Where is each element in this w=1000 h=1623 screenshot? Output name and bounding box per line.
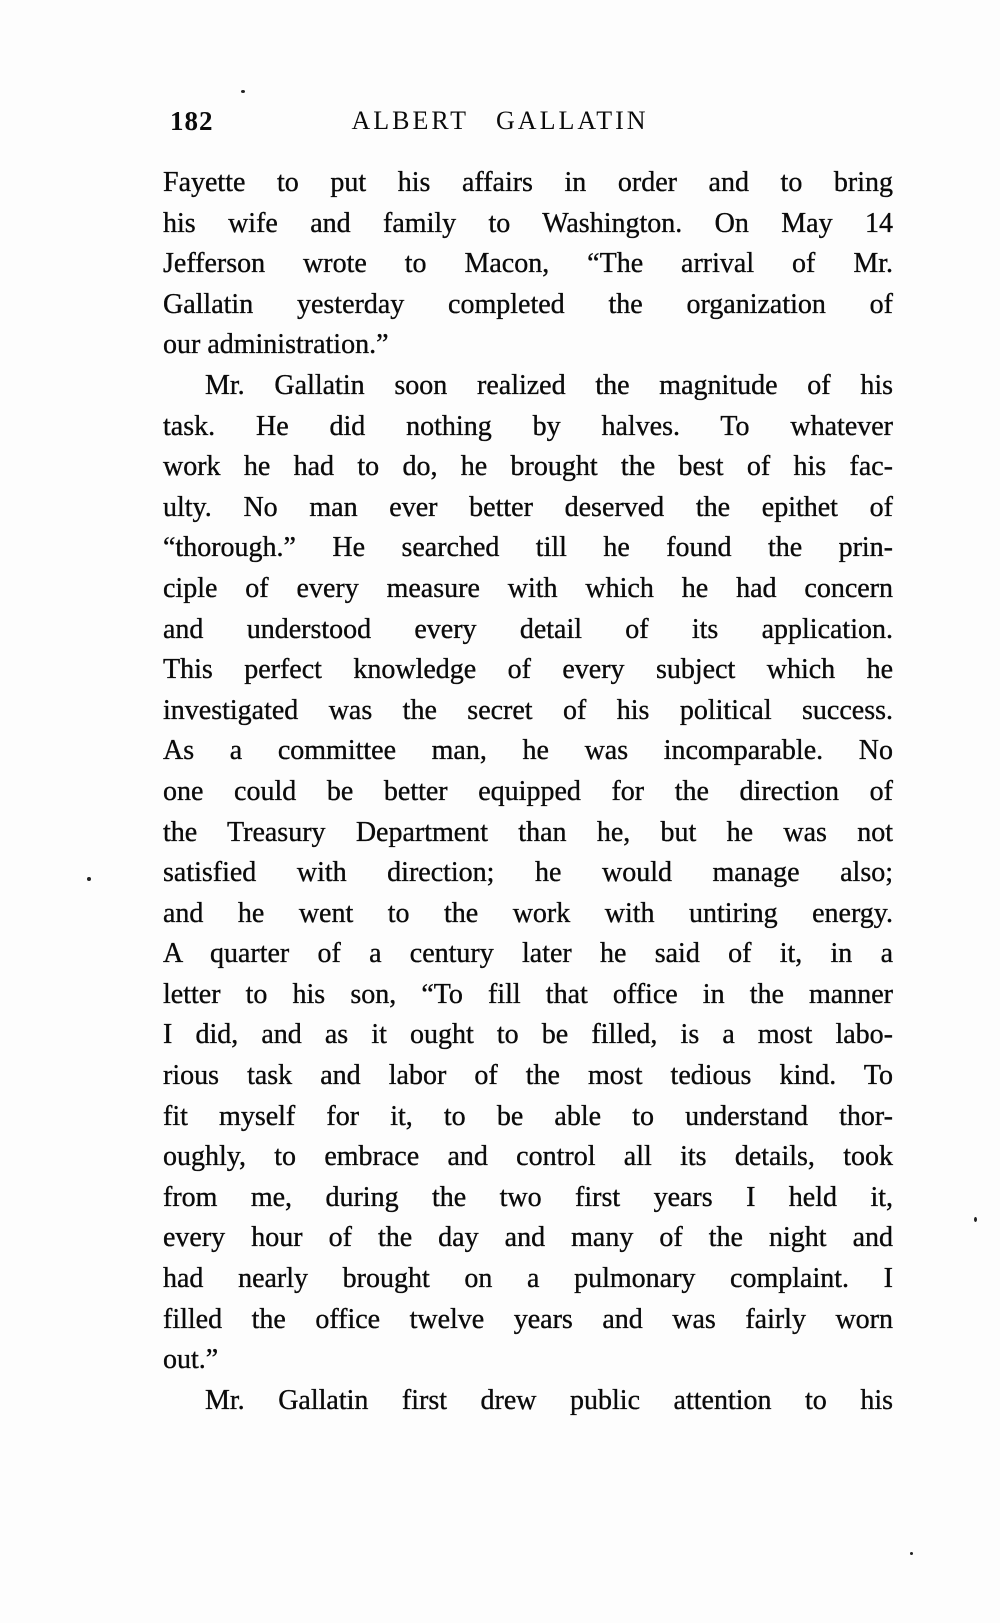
text-line: Fayette to put his affairs in order and to bring <box>163 167 893 198</box>
text-line: Mr. Gallatin soon realized the magnitude of his <box>205 369 893 401</box>
text-line: had nearly brought on a pulmonary complaint. I <box>163 1263 893 1295</box>
text-line: every hour of the day and many of the night and <box>163 1222 893 1254</box>
text-line: A quarter of a century later he said of it, in a <box>163 938 893 970</box>
text-line: and understood every detail of its application. <box>163 613 893 645</box>
text-line: fit myself for it, to be able to understand thor- <box>163 1100 893 1132</box>
text-line: Mr. Gallatin first drew public attention to his <box>205 1384 893 1416</box>
text-line: oughly, to embrace and control all its details, took <box>163 1141 893 1173</box>
text-line: Gallatin yesterday completed the organization of <box>163 288 893 320</box>
text-line: out.” <box>163 1344 219 1376</box>
text-line: task. He did nothing by halves. To whatever <box>163 410 893 442</box>
running-title: ALBERT GALLATIN <box>351 106 649 135</box>
text-line: filled the office twelve years and was fairly worn <box>163 1303 893 1335</box>
scan-speck <box>910 1552 913 1555</box>
text-line: work he had to do, he brought the best of his fac- <box>163 451 893 483</box>
text-line: his wife and family to Washington. On May 14 <box>163 207 893 239</box>
scan-speck <box>241 90 245 93</box>
text-line: Jefferson wrote to Macon, “The arrival of Mr. <box>163 248 893 280</box>
text-line: and he went to the work with untiring energy. <box>163 897 893 929</box>
text-line: This perfect knowledge of every subject which he <box>163 654 893 686</box>
text-line: one could be better equipped for the direction of <box>163 775 893 807</box>
text-line: I did, and as it ought to be filled, is a most labo- <box>163 1019 893 1051</box>
text-line: ulty. No man ever better deserved the epithet of <box>163 491 893 523</box>
running-head <box>0 106 1000 146</box>
text-line: investigated was the secret of his political success. <box>163 694 893 726</box>
text-line: from me, during the two first years I held it, <box>163 1181 893 1213</box>
text-line: As a committee man, he was incomparable. No <box>163 735 893 767</box>
text-line: “thorough.” He searched till he found the prin- <box>163 532 893 564</box>
scan-speck <box>87 877 91 881</box>
text-line: ciple of every measure with which he had concern <box>163 572 893 604</box>
text-line: letter to his son, “To fill that office in the manner <box>163 978 893 1010</box>
text-body <box>163 163 893 1421</box>
text-line: rious task and labor of the most tedious kind. To <box>163 1060 893 1092</box>
page-number: 182 <box>170 106 214 136</box>
text-line: our administration.” <box>163 329 389 361</box>
text-line: satisfied with direction; he would manage also; <box>163 857 893 889</box>
scan-speck <box>974 1217 977 1222</box>
text-line: the Treasury Department than he, but he was not <box>163 816 893 848</box>
